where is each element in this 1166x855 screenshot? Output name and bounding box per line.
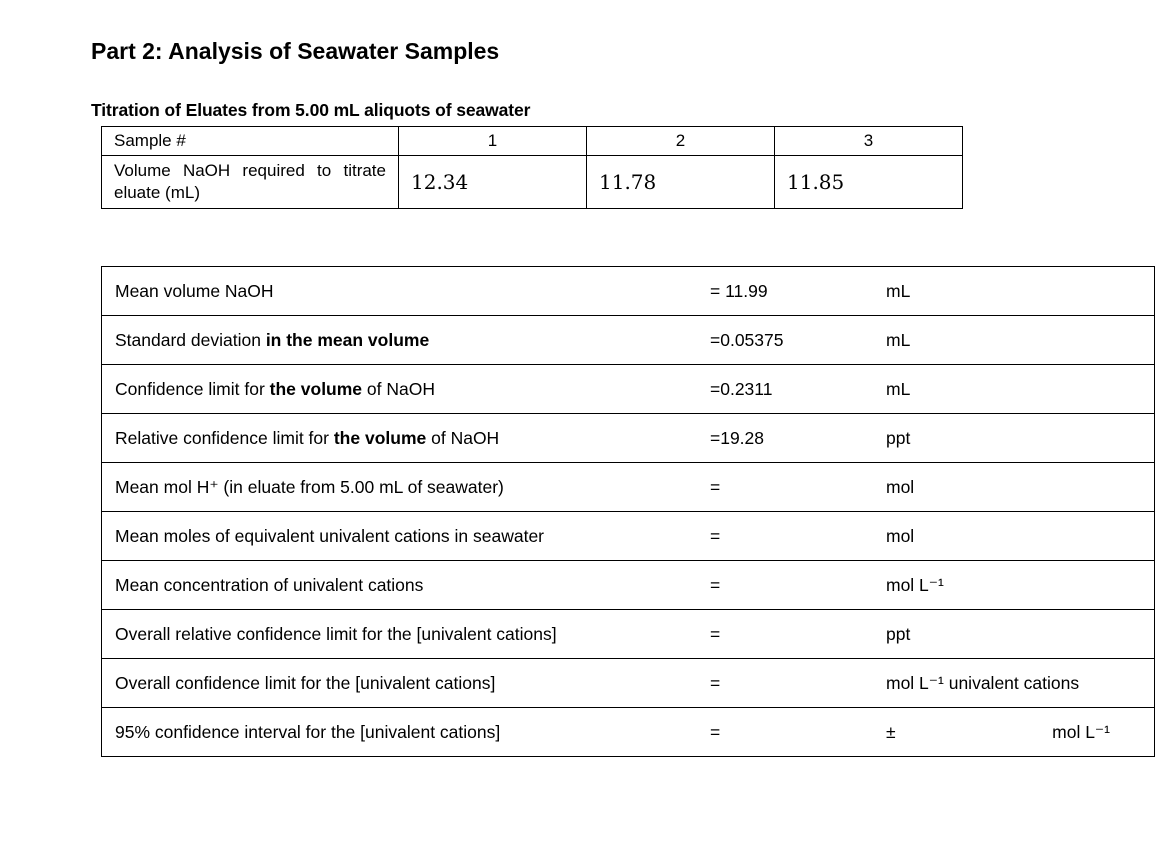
result-value: = (710, 610, 886, 659)
result-value: = (710, 512, 886, 561)
result-label (102, 414, 711, 463)
table-row (102, 267, 1155, 316)
result-value: = (710, 708, 886, 757)
table-row (102, 156, 963, 209)
result-label-part: Mean concentration of univalent cations (115, 574, 424, 595)
table-row (102, 610, 1155, 659)
result-unit (886, 659, 1155, 708)
result-unit-text: mol L⁻¹ (886, 574, 944, 595)
result-label (102, 267, 711, 316)
result-unit (886, 316, 1155, 365)
result-value: = (710, 659, 886, 708)
table-row (102, 365, 1155, 414)
result-unit (886, 414, 1155, 463)
table-row (102, 463, 1155, 512)
section-subtitle: Titration of Eluates from 5.00 mL aliquots of seawater (91, 100, 531, 120)
result-value: =19.28 (710, 414, 886, 463)
result-value: =0.05375 (710, 316, 886, 365)
table-row (102, 659, 1155, 708)
result-unit-text: ppt (886, 623, 911, 644)
result-label-part: Mean moles of equivalent univalent cations in seawater (115, 525, 544, 546)
result-unit-text: mol L⁻¹ univalent cations (886, 672, 1080, 693)
result-unit-text: mL (886, 329, 911, 350)
result-label-part: Relative confidence limit for (115, 427, 334, 448)
result-unit (886, 267, 1155, 316)
result-value: = 11.99 (710, 267, 886, 316)
sample-header-label: Sample # (102, 127, 399, 156)
result-unit (886, 610, 1155, 659)
result-unit (886, 365, 1155, 414)
result-label-part: of NaOH (426, 427, 500, 448)
result-unit-text: mL (886, 280, 911, 301)
table-row (102, 561, 1155, 610)
sample-number-3: 3 (775, 127, 963, 156)
result-unit (886, 512, 1155, 561)
result-value: = (710, 463, 886, 512)
result-unit-text: mol (886, 525, 915, 546)
results-table (101, 266, 1155, 757)
table-row (102, 414, 1155, 463)
result-label-part: Overall confidence limit for the [univalent cations] (115, 672, 496, 693)
table-row (102, 316, 1155, 365)
result-label-part: the volume (269, 378, 363, 399)
page-title: Part 2: Analysis of Seawater Samples (91, 38, 500, 64)
result-unit (886, 708, 1155, 757)
result-label (102, 365, 711, 414)
result-label (102, 561, 711, 610)
table-header-row (102, 127, 963, 156)
table-row (102, 708, 1155, 757)
sample-number-1: 1 (399, 127, 587, 156)
volume-sample-2: 11.78 (587, 156, 775, 209)
result-label (102, 659, 711, 708)
result-label-part: Overall relative confidence limit for the [univalent cations] (115, 623, 557, 644)
result-label (102, 708, 711, 757)
result-label-part: of NaOH (362, 378, 435, 399)
samples-table (101, 126, 963, 209)
result-label-part: in the mean volume (265, 329, 430, 350)
result-label-part: 95% confidence interval for the [univalent cations] (115, 721, 501, 742)
result-unit-text: mL (886, 378, 911, 399)
result-label (102, 610, 711, 659)
result-unit-text: ppt (886, 427, 911, 448)
volume-sample-1: 12.34 (399, 156, 587, 209)
result-label (102, 512, 711, 561)
result-label-part: Standard deviation (115, 329, 266, 350)
result-label-part: Mean volume NaOH (115, 280, 274, 301)
result-unit-text: mol (886, 476, 915, 497)
result-unit (886, 463, 1155, 512)
volume-row-label: Volume NaOH required to titrate eluate (mL) (102, 156, 399, 209)
result-value: =0.2311 (710, 365, 886, 414)
result-label-part: Confidence limit for (115, 378, 270, 399)
result-label-part: Mean mol H⁺ (in eluate from 5.00 mL of seawater) (115, 476, 504, 497)
plus-minus-sign: ± (886, 721, 896, 742)
result-label-part: the volume (333, 427, 427, 448)
result-unit-text: mol L⁻¹ (1052, 721, 1110, 742)
volume-sample-3: 11.85 (775, 156, 963, 209)
result-unit (886, 561, 1155, 610)
result-label (102, 463, 711, 512)
result-label (102, 316, 711, 365)
table-row (102, 512, 1155, 561)
sample-number-2: 2 (587, 127, 775, 156)
result-value: = (710, 561, 886, 610)
